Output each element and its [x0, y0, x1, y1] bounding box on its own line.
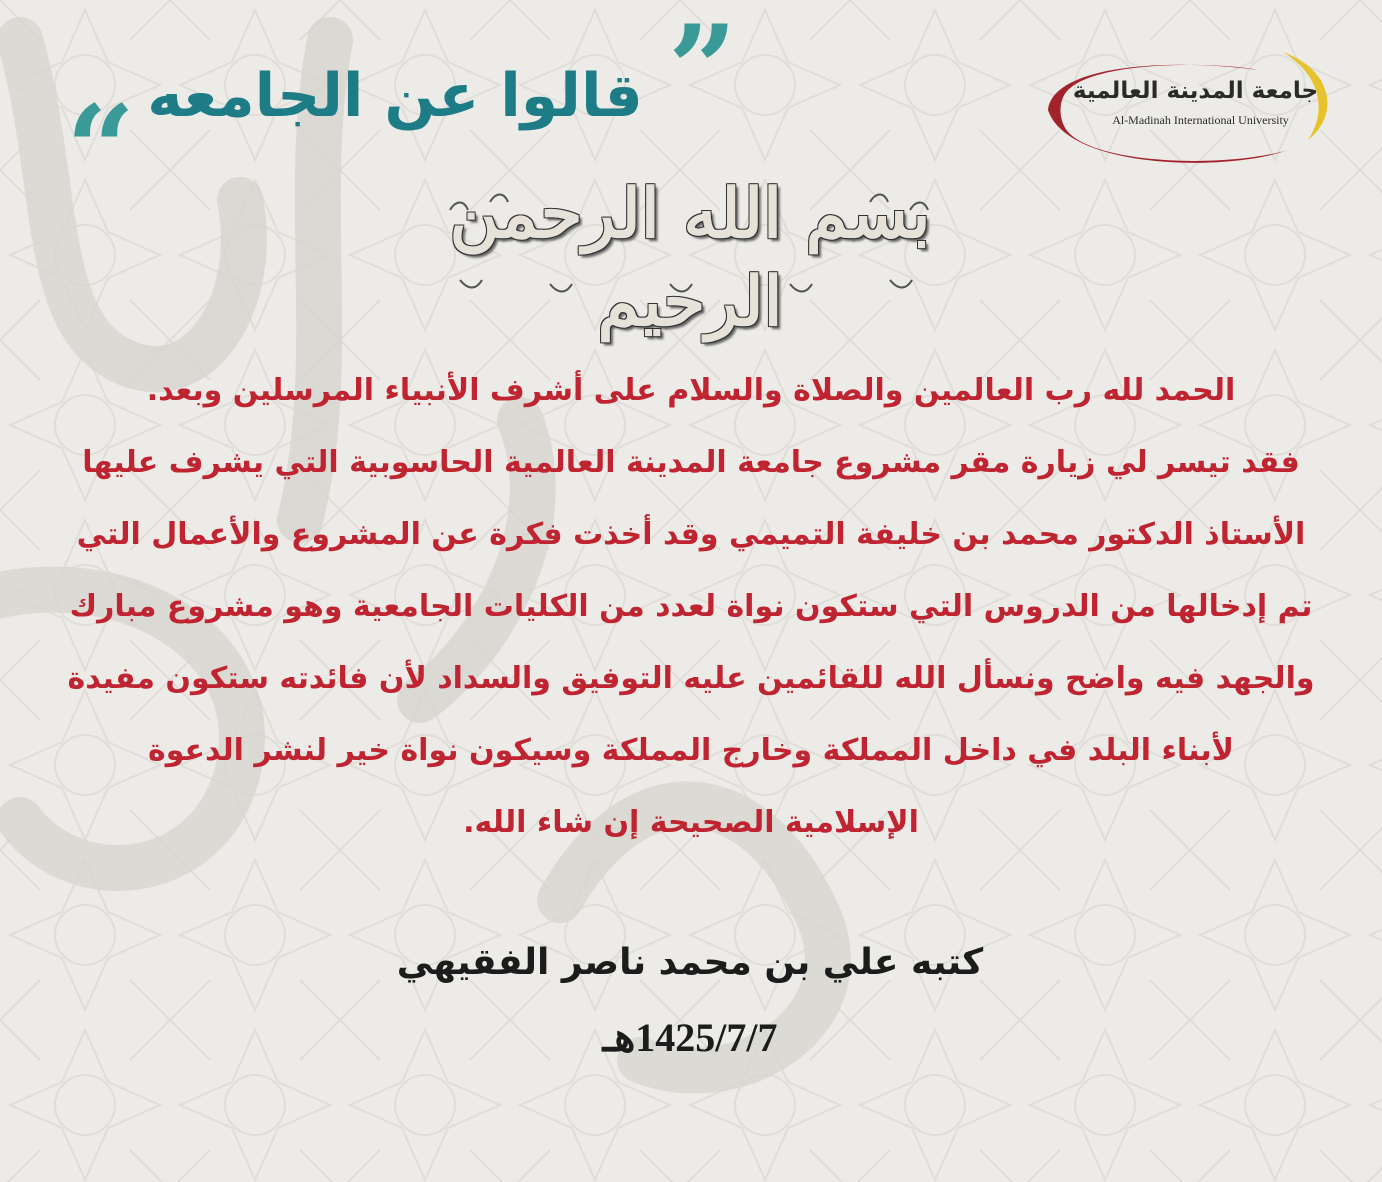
body-line: فقد تيسر لي زيارة مقر مشروع جامعة المدينة العالمية الحاسوبية التي يشرف عليها	[82, 445, 1300, 480]
logo-english-name: Al-Madinah International University	[1112, 113, 1289, 127]
hijri-date: 1425/7/7هـ	[602, 1015, 778, 1060]
body-line: تم إدخالها من الدروس التي ستكون نواة لعدد من الكليات الجامعية وهو مشروع مبارك	[69, 589, 1313, 624]
logo-arabic-name: جامعة المدينة العالمية	[1072, 78, 1319, 104]
body-line: لأبناء البلد في داخل المملكة وخارج المملكة وسيكون نواة خير لنشر الدعوة	[148, 733, 1234, 768]
body-line: الإسلامية الصحيحة إن شاء الله.	[463, 805, 919, 840]
body-line: الأستاذ الدكتور محمد بن خليفة التميمي وقد أخذت فكرة عن المشروع والأعمال التي	[76, 517, 1306, 552]
body-line: والجهد فيه واضح ونسأل الله للقائمين عليه التوفيق والسداد لأن فائدته ستكون مفيدة	[67, 661, 1315, 696]
author-signature: كتبه علي بن محمد ناصر الفقيهي	[396, 942, 984, 983]
testimonial-body	[10, 362, 1372, 866]
page-title: قالوا عن الجامعه	[147, 61, 643, 131]
body-line: الحمد لله رب العالمين والصلاة والسلام على أشرف الأنبياء المرسلين وبعد.	[146, 373, 1236, 408]
basmala: بسم الله الرحمن الرحيم	[449, 174, 931, 343]
logo-ring-icon	[1028, 40, 1348, 175]
university-logo	[1028, 40, 1348, 175]
title-quote-open-icon: “	[66, 79, 136, 220]
title-quote-close-icon: ”	[668, 0, 738, 140]
